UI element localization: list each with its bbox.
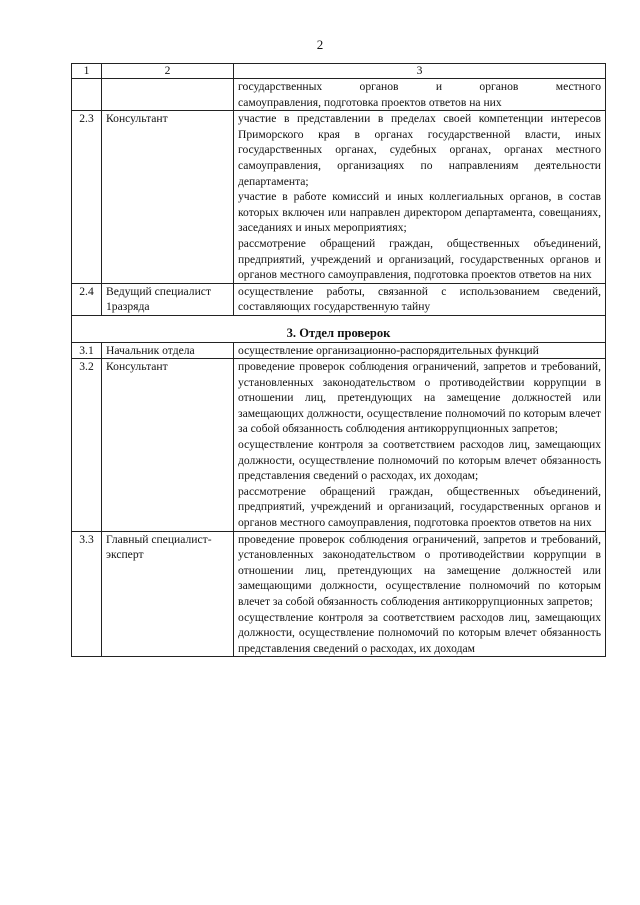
table-row — [72, 359, 606, 532]
row-number: 2.4 — [72, 283, 102, 315]
duty-item: рассмотрение обращений граждан, общественных объединений, предприятий, учреждений и организаций, государственных органов и органов местного самоуправления, подготовка проектов ответов на них — [238, 236, 601, 282]
position-title: Главный специалист-эксперт — [102, 531, 234, 657]
header-col-2: 2 — [102, 64, 234, 79]
continuation-num — [72, 79, 102, 111]
duty-item: участие в работе комиссий и иных коллегиальных органов, в состав которых включен или направлен директором департамента, совещаниях, заседаниях и иных мероприятиях; — [238, 190, 601, 235]
duty-item: осуществление контроля за соответствием расходов лиц, замещающих должности, осуществление полномочий по которым влечет обязанность представления сведений о расходах, их доходам; — [238, 438, 601, 483]
duties-cell — [234, 531, 606, 657]
header-col-3: 3 — [234, 64, 606, 79]
duty-item: осуществление организационно-распорядительных функций — [238, 343, 539, 357]
duty-item: проведение проверок соблюдения ограничений, запретов и требований, установленных законодательством о противодействии коррупции в отношении лиц, претендующих на замещение должностей или замещающих должности, осуществление полномочий по которым влечет за собой обязанность соблюдения антикоррупционных запретов; — [238, 360, 601, 436]
duty-item: проведение проверок соблюдения ограничений, запретов и требований, установленных законодательством о противодействии коррупции в отношении лиц, претендующих на замещение должностей или замещающими должности, осуществление полномочий по которым влечет за собой обязанность соблюдения антикоррупционных запретов; — [238, 532, 601, 608]
header-row — [72, 64, 606, 79]
continuation-line-2: самоуправления, подготовка проектов ответов на них — [238, 95, 502, 109]
row-number: 3.2 — [72, 359, 102, 532]
position-title: Консультант — [102, 111, 234, 284]
duties-cell — [234, 359, 606, 532]
duties-table — [71, 63, 606, 657]
table-row — [72, 111, 606, 284]
duties-cell — [234, 283, 606, 315]
table-row — [72, 531, 606, 657]
continuation-position — [102, 79, 234, 111]
row-number: 2.3 — [72, 111, 102, 284]
duty-item: осуществление контроля за соответствием расходов лиц, замещающих должности, осуществление полномочий по которым влечет обязанность представления сведений о расходах, их доходам — [238, 610, 601, 655]
position-title: Ведущий специалист 1разряда — [102, 283, 234, 315]
duty-item: осуществление работы, связанной с использованием сведений, составляющих государственную тайну — [238, 284, 601, 314]
position-title: Консультант — [102, 359, 234, 532]
row-number: 3.1 — [72, 342, 102, 359]
continuation-duties — [234, 79, 606, 111]
duties-cell — [234, 342, 606, 359]
duty-item: участие в представлении в пределах своей компетенции интересов Приморского края в органах государственной власти, иных государственных органах, судебных органах, органах местного самоуправления, организациях по направлениям деятельности департамента; — [238, 112, 601, 188]
page-number: 2 — [316, 37, 324, 52]
header-col-1: 1 — [72, 64, 102, 79]
row-number: 3.3 — [72, 531, 102, 657]
duty-item: рассмотрение обращений граждан, общественных объединений, предприятий, учреждений и организаций, государственных органов и органов местного самоуправления, подготовка проектов ответов на них — [238, 484, 601, 530]
duties-table-body — [72, 64, 606, 657]
table-row — [72, 342, 606, 359]
section-row — [72, 315, 606, 342]
table-row — [72, 283, 606, 315]
position-title: Начальник отдела — [102, 342, 234, 359]
continuation-row — [72, 79, 606, 111]
section-title: 3. Отдел проверок — [72, 315, 606, 342]
duties-cell — [234, 111, 606, 284]
continuation-line-1: государственных органов и органов местного — [238, 80, 601, 93]
